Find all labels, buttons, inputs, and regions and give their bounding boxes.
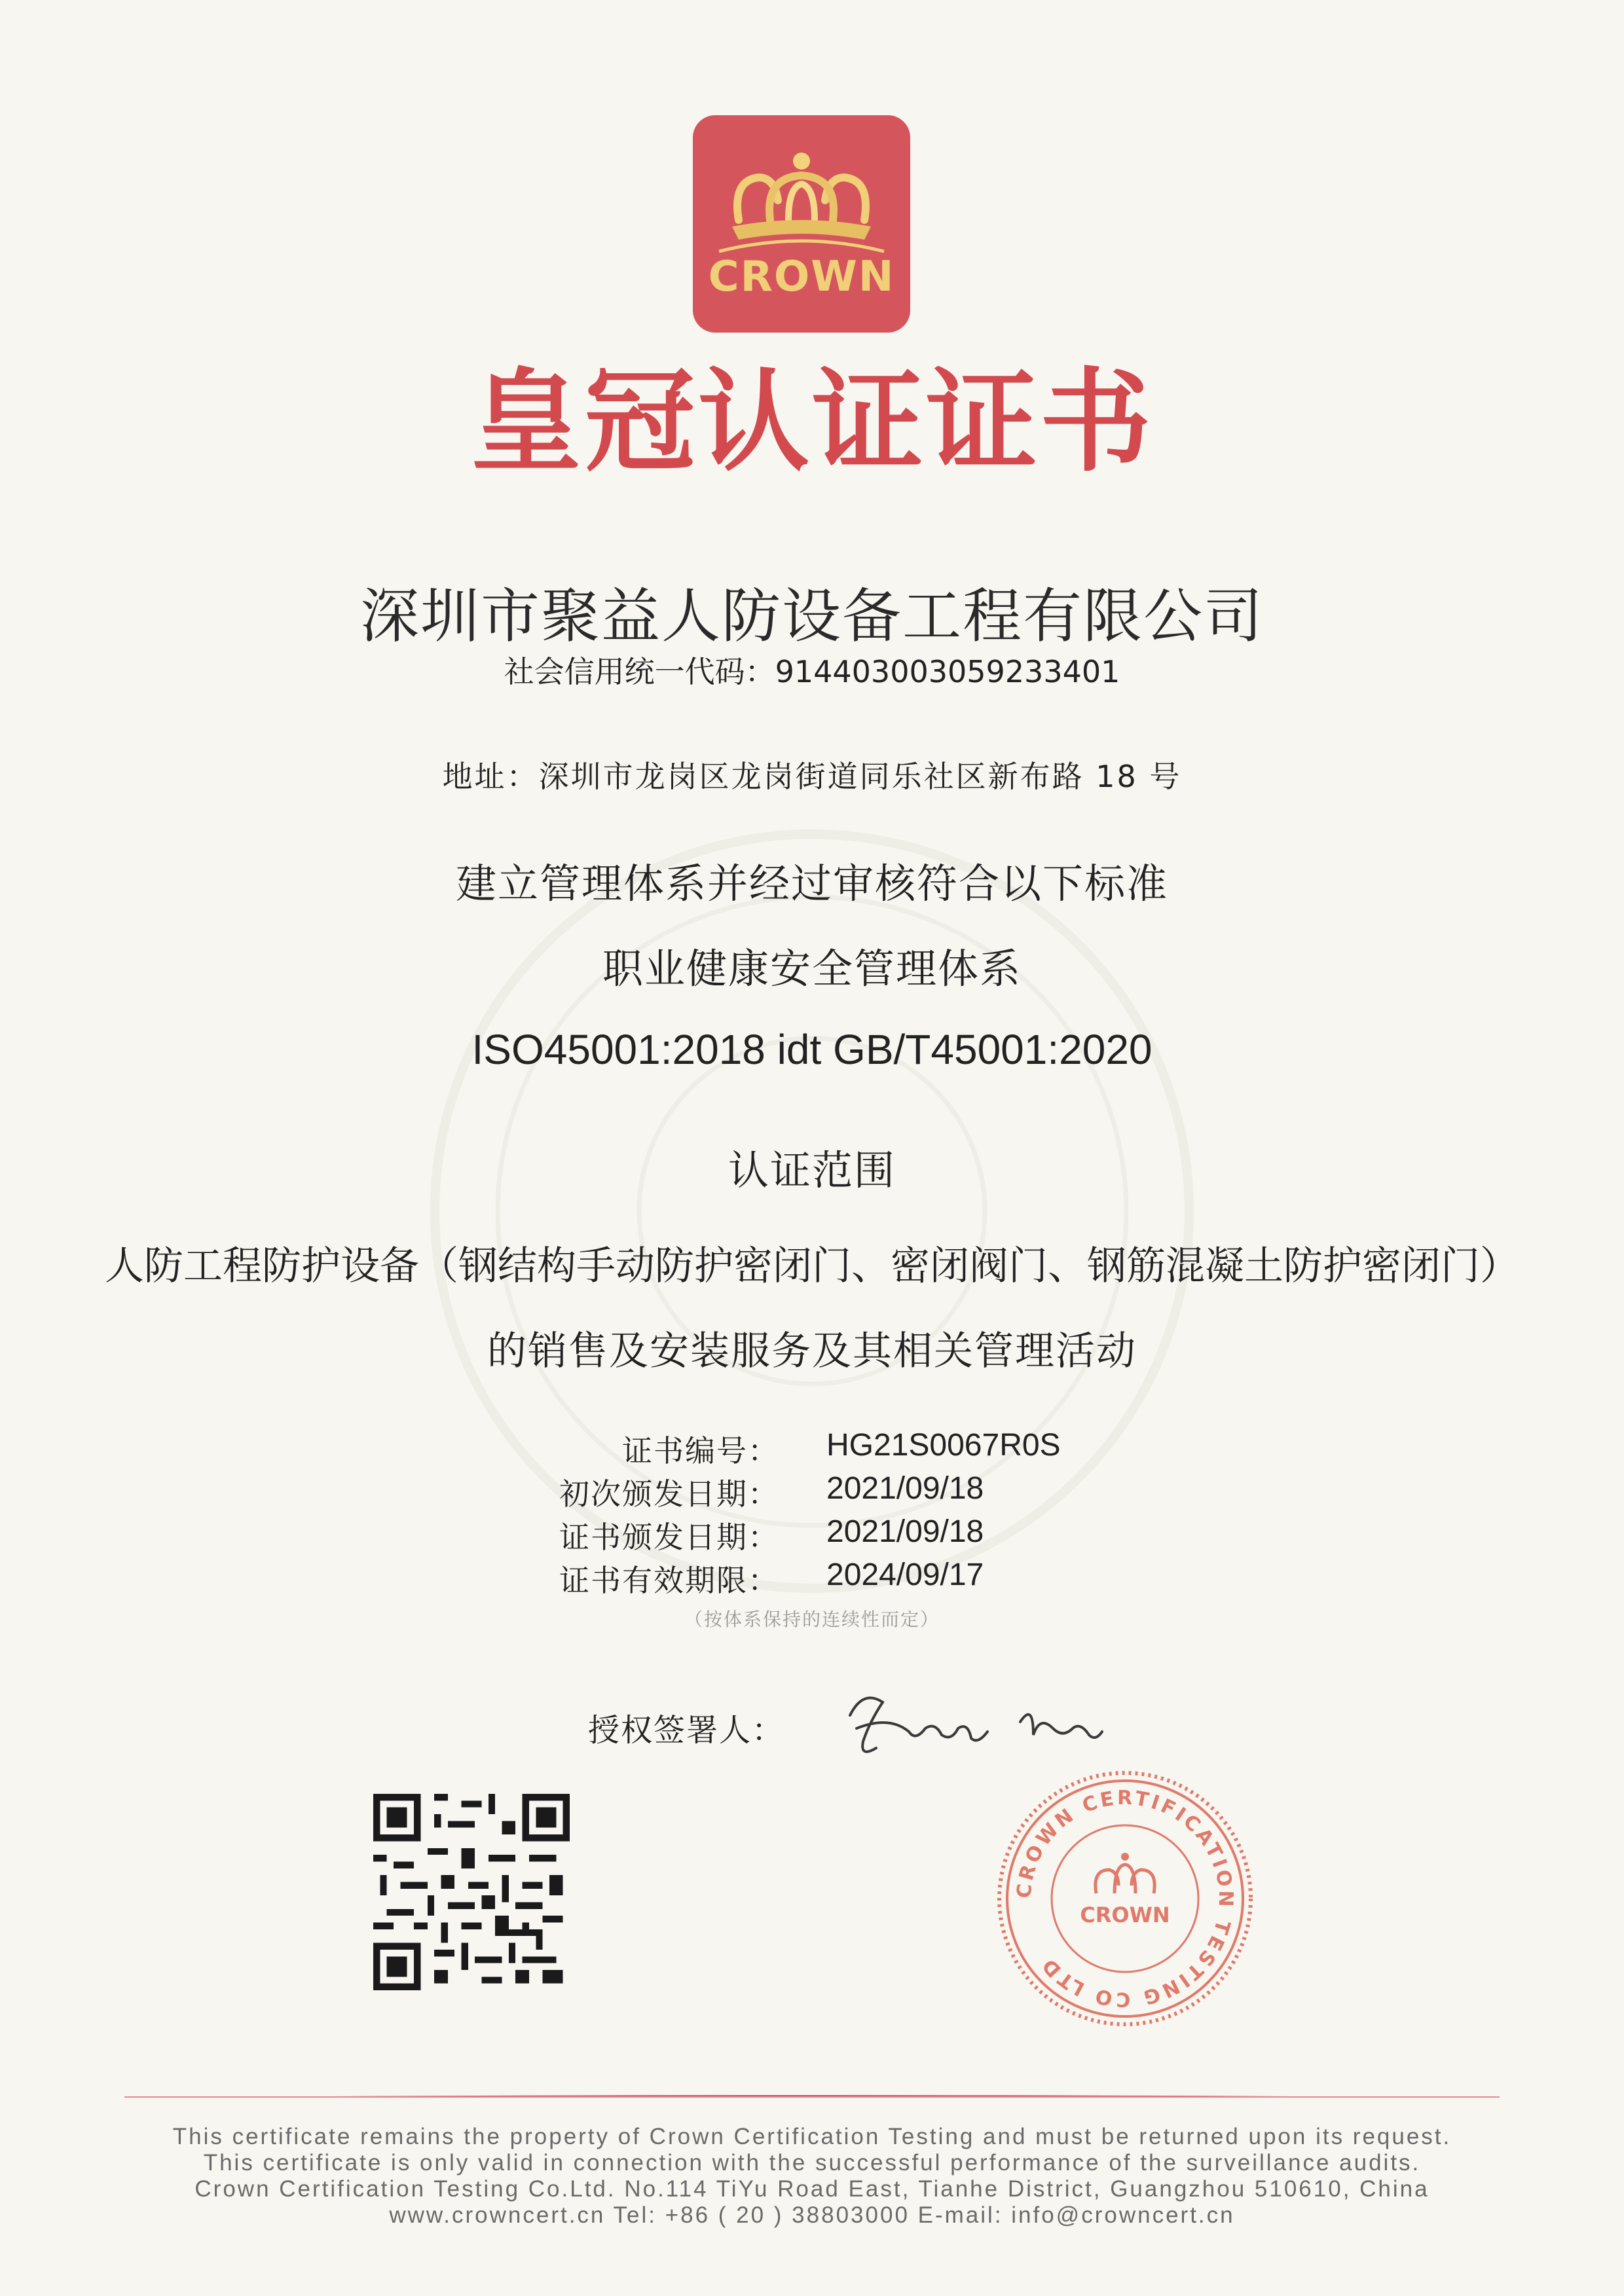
footer-divider: [124, 2092, 1500, 2100]
info-label: 证书有效期限：: [559, 1563, 779, 1598]
scope-line-2: 的销售及安装服务及其相关管理活动: [487, 1328, 1137, 1374]
info-value: 2021/09/18: [826, 1471, 984, 1506]
stamp-ring-text: CROWN CERTIFICATION TESTING CO LTD: [1012, 1786, 1238, 2011]
info-row-initial-issue-date: [0, 1470, 1624, 1514]
info-row-certificate-number: [0, 1427, 1624, 1470]
management-system: 职业健康安全管理体系: [602, 945, 1022, 993]
footer-line-2: This certificate is only valid in connection with the successful performance of the surveillance audits.: [203, 2150, 1421, 2176]
info-label: 证书编号：: [622, 1433, 779, 1468]
info-row-expiry-date: [0, 1557, 1624, 1600]
handwritten-signature: [837, 1676, 1112, 1774]
footer-line-4: www.crowncert.cn Tel: +86 ( 20 ) 38803000 E-mail: info@crowncert.cn: [389, 2202, 1235, 2228]
svg-text:CROWN CERTIFICATION TESTING CO: [1013, 1787, 1238, 2011]
info-value: HG21S0067R0S: [826, 1428, 1061, 1463]
footer-line-1: This certificate remains the property of Crown Certification Testing and must be returned upon its request.: [172, 2124, 1452, 2149]
company-address: 地址：深圳市龙岗区龙岗街道同乐社区新布路 18 号: [442, 759, 1182, 794]
credit-code: 社会信用统一代码：914403003059233401: [504, 654, 1120, 689]
established-statement: 建立管理体系并经过审核符合以下标准: [455, 860, 1168, 907]
company-stamp: [994, 1768, 1256, 2030]
scope-line-1: 人防工程防护设备（钢结构手动防护密闭门、密闭阀门、钢筋混凝土防护密闭门）: [105, 1243, 1519, 1289]
info-row-issue-date: [0, 1514, 1624, 1557]
authorized-signer-label: 授权签署人：: [588, 1712, 785, 1749]
scope-title: 认证范围: [728, 1146, 896, 1194]
info-label: 初次颁发日期：: [559, 1476, 779, 1512]
info-value: 2021/09/18: [826, 1514, 984, 1549]
company-name: 深圳市聚益人防设备工程有限公司: [360, 582, 1264, 651]
info-value: 2024/09/17: [826, 1558, 984, 1592]
certificate-info: [0, 1427, 1624, 1600]
crown-logo: [693, 115, 910, 333]
qr-code[interactable]: [373, 1794, 570, 1990]
logo-text: CROWN: [708, 253, 895, 301]
standard-code: ISO45001:2018 idt GB/T45001:2020: [471, 1026, 1153, 1073]
certificate-title: 皇冠认证证书: [470, 357, 1154, 487]
certificate-footer: [0, 2124, 1624, 2229]
crown-icon: [693, 115, 910, 333]
stamp-center-text: CROWN: [1080, 1903, 1170, 1927]
info-label: 证书颁发日期：: [559, 1520, 779, 1555]
validity-note: （按体系保持的连续性而定）: [684, 1609, 940, 1630]
footer-line-3: Crown Certification Testing Co.Ltd. No.114 TiYu Road East, Tianhe District, Guangzhou 510610, China: [194, 2176, 1430, 2202]
